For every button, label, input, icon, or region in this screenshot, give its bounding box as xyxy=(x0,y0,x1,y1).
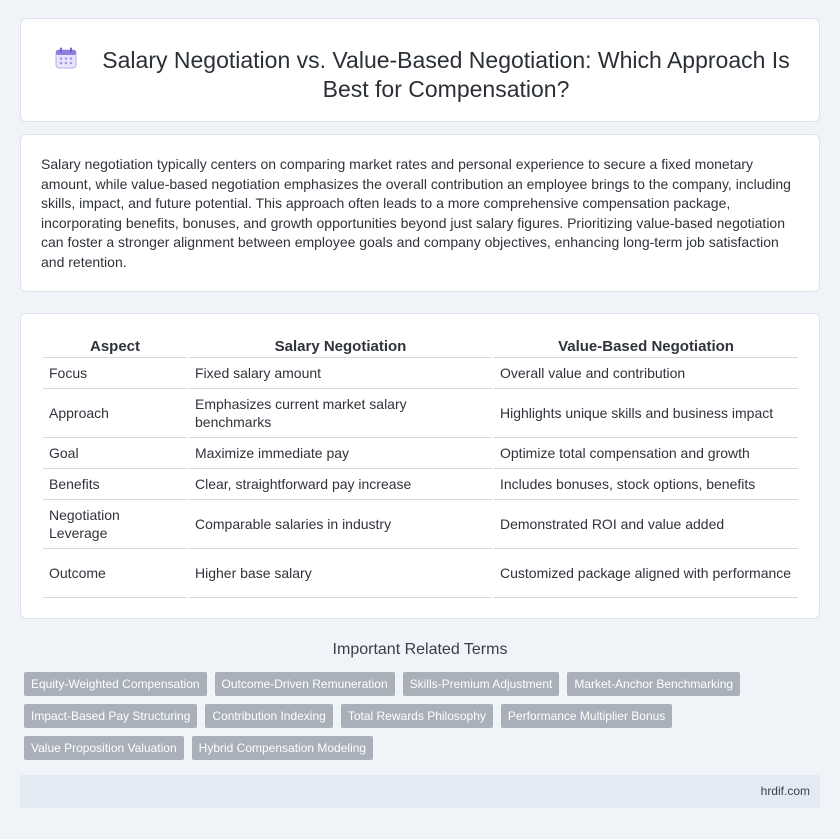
table-row xyxy=(43,468,798,499)
table-cell: Demonstrated ROI and value added xyxy=(493,499,798,548)
table-cell: Customized package aligned with performance xyxy=(493,548,798,597)
table-cell: Outcome xyxy=(43,548,188,597)
tag-value-proposition-valuation[interactable]: Value Proposition Valuation xyxy=(24,736,184,760)
calendar-icon xyxy=(55,47,77,69)
tag-outcome-driven-remuneration[interactable]: Outcome-Driven Remuneration xyxy=(215,672,395,696)
tag-contribution-indexing[interactable]: Contribution Indexing xyxy=(205,704,332,728)
tag-impact-based-pay-structuring[interactable]: Impact-Based Pay Structuring xyxy=(24,704,197,728)
column-header-aspect: Aspect xyxy=(43,335,188,357)
comparison-table-card xyxy=(20,313,820,619)
table-cell: Higher base salary xyxy=(188,548,493,597)
table-cell: Clear, straightforward pay increase xyxy=(188,468,493,499)
table-cell: Benefits xyxy=(43,468,188,499)
table-cell: Comparable salaries in industry xyxy=(188,499,493,548)
related-terms-title: Important Related Terms xyxy=(332,641,508,658)
table-cell: Highlights unique skills and business impact xyxy=(493,388,798,437)
tag-skills-premium-adjustment[interactable]: Skills-Premium Adjustment xyxy=(403,672,560,696)
table-cell: Goal xyxy=(43,437,188,468)
table-row xyxy=(43,548,798,597)
table-cell: Negotiation Leverage xyxy=(43,499,188,548)
table-row xyxy=(43,437,798,468)
table-cell: Fixed salary amount xyxy=(188,357,493,388)
table-cell: Maximize immediate pay xyxy=(188,437,493,468)
table-row xyxy=(43,499,798,548)
tag-hybrid-compensation-modeling[interactable]: Hybrid Compensation Modeling xyxy=(192,736,373,760)
table-row xyxy=(43,357,798,388)
footer xyxy=(20,775,820,808)
comparison-table xyxy=(43,335,798,598)
related-terms-tags xyxy=(24,672,784,768)
table-cell: Focus xyxy=(43,357,188,388)
table-header-row xyxy=(43,335,798,357)
tag-equity-weighted-compensation[interactable]: Equity-Weighted Compensation xyxy=(24,672,207,696)
table-row xyxy=(43,388,798,437)
table-cell: Emphasizes current market salary benchmarks xyxy=(188,388,493,437)
tag-performance-multiplier-bonus[interactable]: Performance Multiplier Bonus xyxy=(501,704,672,728)
table-cell: Includes bonuses, stock options, benefits xyxy=(493,468,798,499)
tag-market-anchor-benchmarking[interactable]: Market-Anchor Benchmarking xyxy=(567,672,740,696)
table-cell: Approach xyxy=(43,388,188,437)
table-cell: Optimize total compensation and growth xyxy=(493,437,798,468)
header-card xyxy=(20,18,820,122)
page-title: Salary Negotiation vs. Value-Based Negotiation: Which Approach Is Best for Compensation? xyxy=(102,47,790,102)
tag-total-rewards-philosophy[interactable]: Total Rewards Philosophy xyxy=(341,704,493,728)
column-header-salary-negotiation: Salary Negotiation xyxy=(188,335,493,357)
footer-site-link[interactable]: hrdif.com xyxy=(760,784,810,798)
column-header-value-based-negotiation: Value-Based Negotiation xyxy=(493,335,798,357)
intro-card xyxy=(20,134,820,292)
intro-text: Salary negotiation typically centers on comparing market rates and personal experience to secure a fixed monetary amount, while value-based negotiation emphasizes the overall contribution an employee brings to the company, including skills, impact, and future potential. This approach often leads to a more comprehensive compensation package, incorporating benefits, bonuses, and growth opportunities beyond just salary figures. Prioritizing value-based negotiation can foster a stronger alignment between employee goals and company objectives, enhancing long-term job satisfaction and retention. xyxy=(41,156,791,270)
table-cell: Overall value and contribution xyxy=(493,357,798,388)
